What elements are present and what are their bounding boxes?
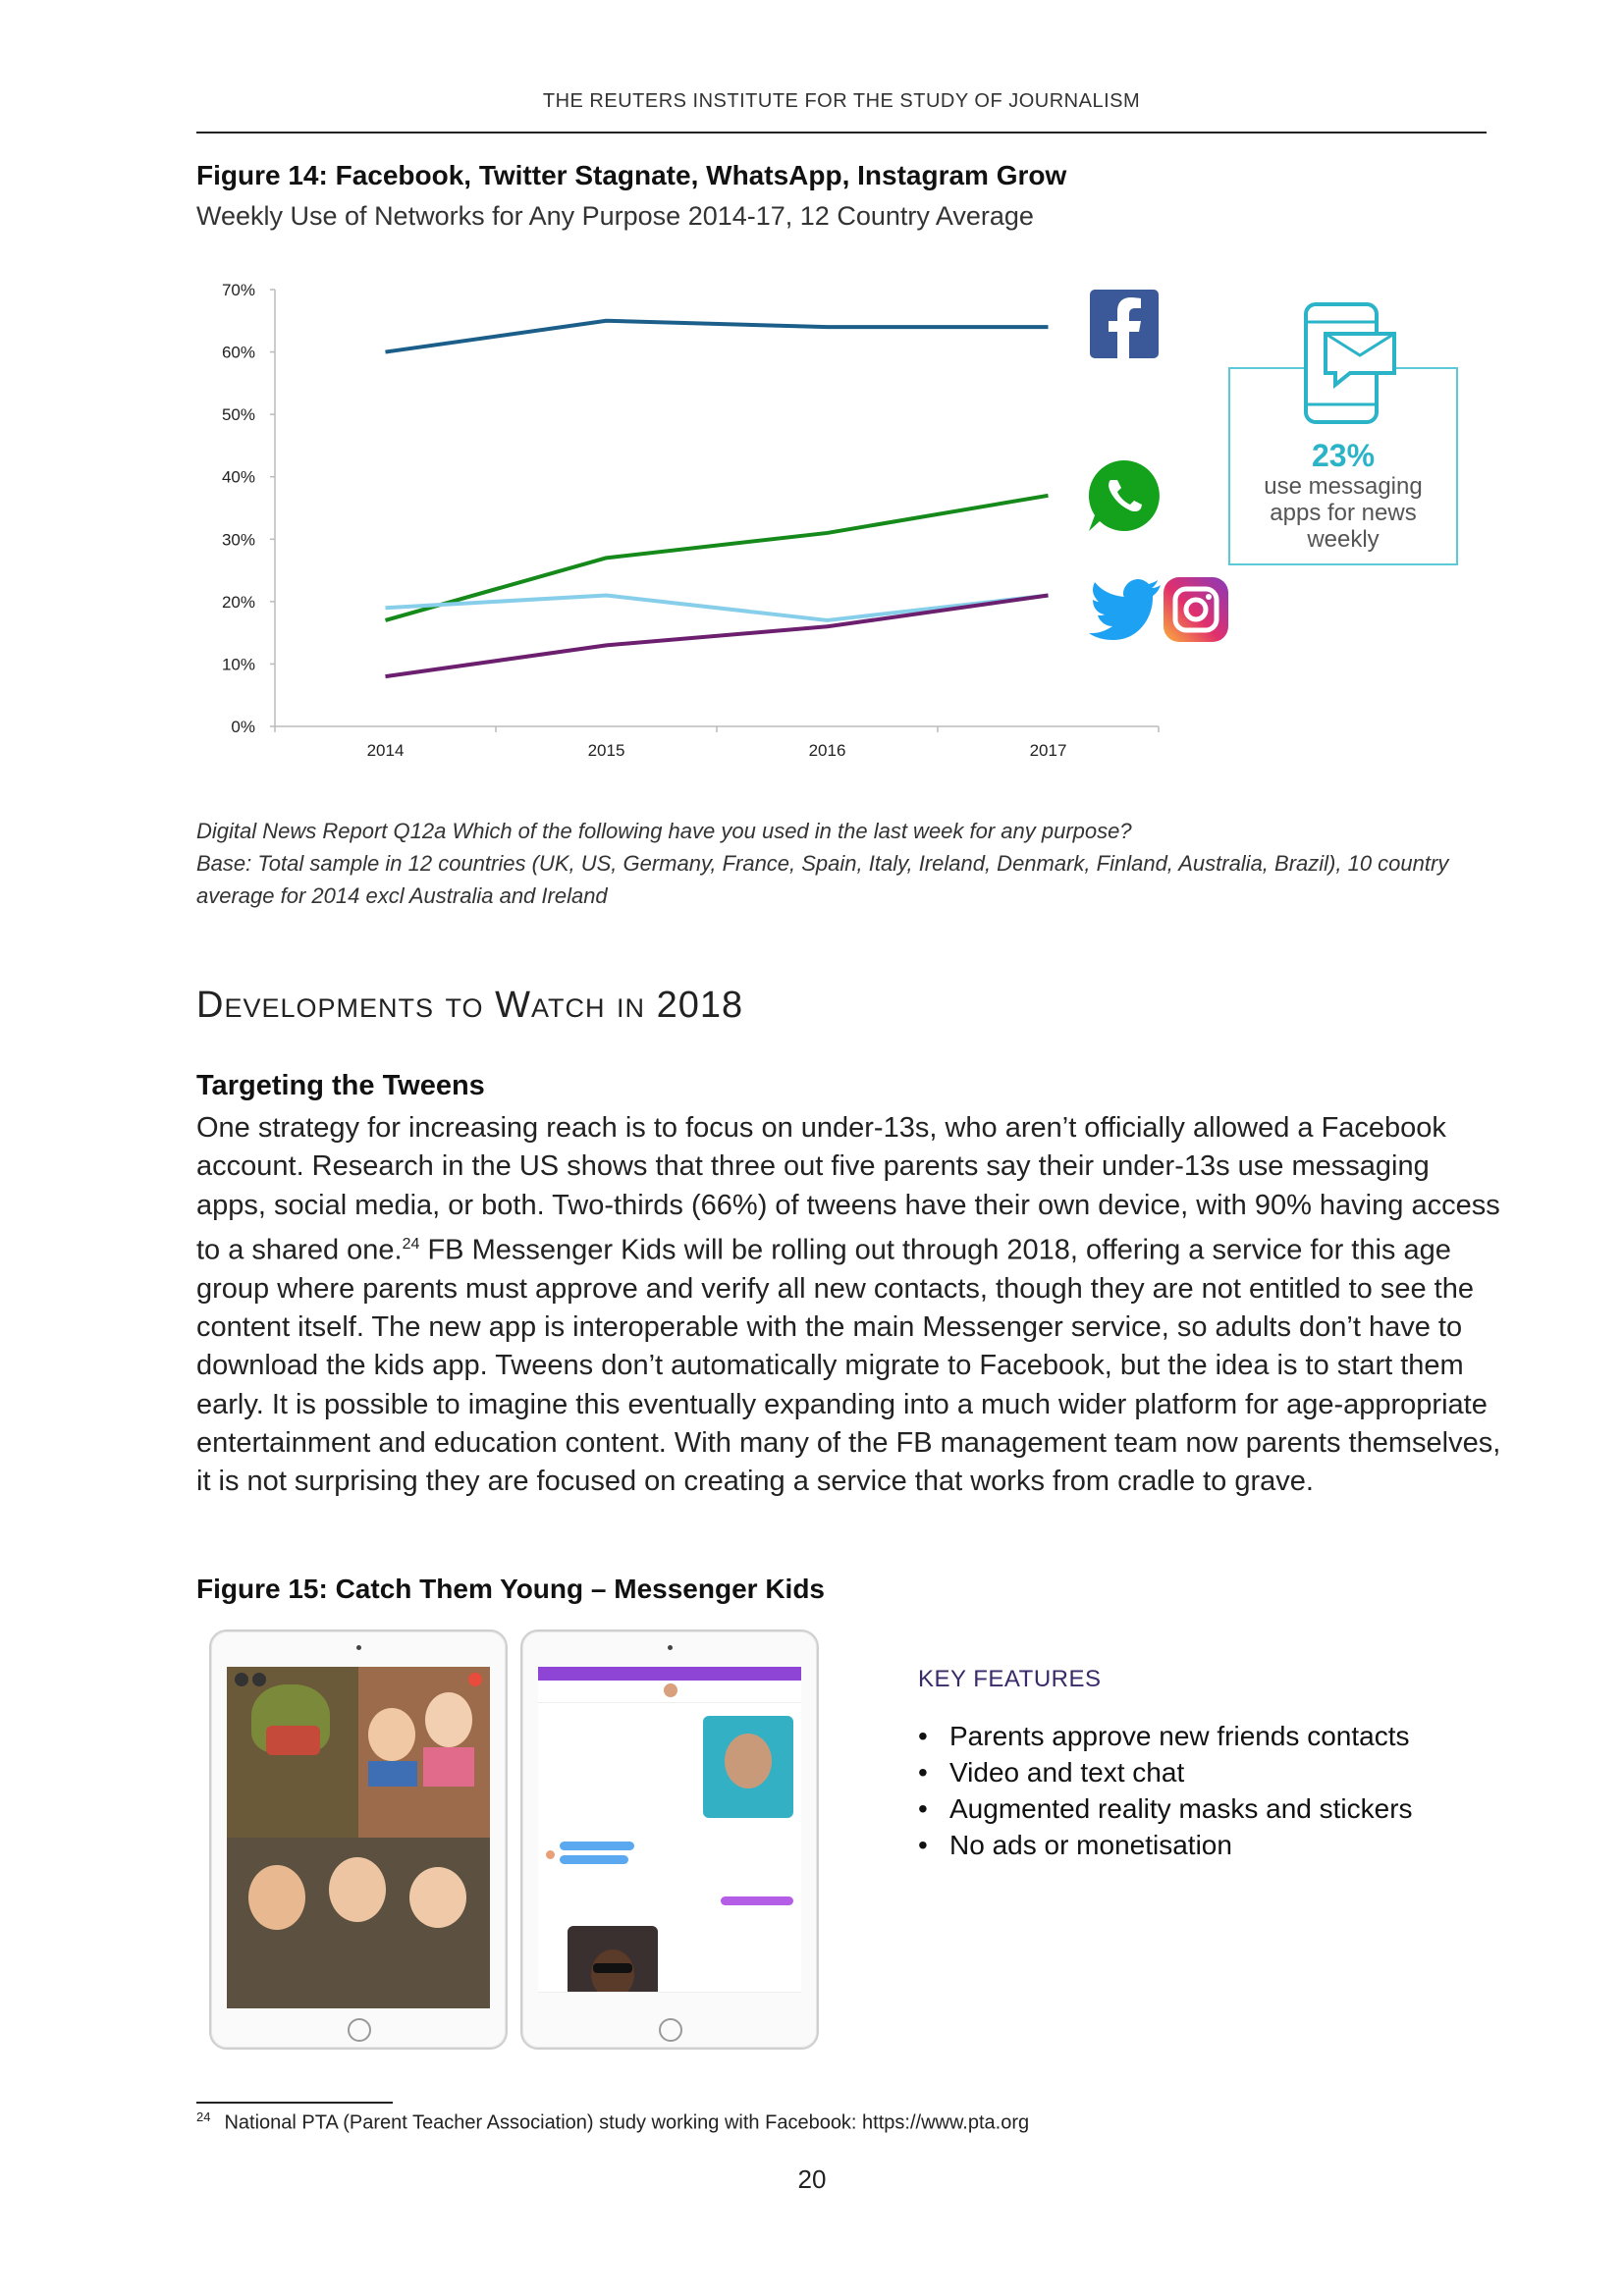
- girl-shirt: [423, 1747, 474, 1787]
- boy-shirt: [368, 1761, 417, 1787]
- grandpa-face: [329, 1857, 386, 1922]
- y-tick-label: 0%: [231, 718, 255, 736]
- girl-face: [425, 1692, 472, 1747]
- y-tick-label: 20%: [221, 592, 255, 612]
- chart-axes: [222, 281, 1159, 760]
- footnote: [196, 2109, 1029, 2135]
- figure14-subtitle: Weekly Use of Networks for Any Purpose 2014-17, 12 Country Average: [196, 201, 1034, 231]
- chat-composer-bar: [538, 1992, 801, 2008]
- video-call-screen: [227, 1667, 490, 2008]
- tablet-camera: [356, 1645, 361, 1650]
- figure14-title: Figure 14: Facebook, Twitter Stagnate, WhatsApp, Instagram Grow: [196, 160, 1067, 190]
- chat-screen: [538, 1667, 801, 2008]
- sticker-sunglasses: [593, 1963, 632, 1973]
- body-paragraph: [196, 1109, 1502, 1502]
- figure14-notes: [196, 815, 1502, 912]
- x-tick-label: 2015: [587, 741, 625, 760]
- dino-mask-tile: [227, 1667, 358, 1838]
- facebook-icon: [1090, 290, 1159, 358]
- running-header: THE REUTERS INSTITUTE FOR THE STUDY OF JOURNALISM: [542, 90, 1141, 112]
- series-line-facebook: [386, 321, 1049, 352]
- tablet-video-call-image: [209, 1629, 508, 2050]
- tablet-chat-image: [520, 1629, 819, 2050]
- key-feature-item: • Augmented reality masks and stickers: [918, 1790, 1413, 1827]
- x-tick-label: 2017: [1029, 741, 1067, 760]
- footnote-reference[interactable]: 24: [402, 1235, 420, 1253]
- grandma-face: [409, 1867, 466, 1928]
- chat-bubble-received: [560, 1855, 628, 1864]
- x-tick-label: 2016: [808, 741, 846, 760]
- figure15-title: Figure 15: Catch Them Young – Messenger Kids: [196, 1574, 825, 1604]
- camera-switch-icon[interactable]: [235, 1673, 248, 1686]
- tablet-home-button: [659, 2018, 682, 2042]
- callout-line3: weekly: [1307, 526, 1380, 553]
- figure14-chart: [196, 265, 1492, 775]
- shared-photo-girl: [703, 1716, 793, 1818]
- key-features-list: [918, 1718, 1413, 1863]
- y-tick-label: 60%: [221, 343, 255, 362]
- boy-face: [368, 1708, 415, 1761]
- key-feature-item: • No ads or monetisation: [918, 1827, 1413, 1863]
- chart-series: [386, 321, 1049, 676]
- y-tick-label: 40%: [221, 467, 255, 487]
- footnote-text: National PTA (Parent Teacher Association) study working with Facebook: https://www.pta.org: [224, 2111, 1030, 2134]
- key-feature-item: • Video and text chat: [918, 1754, 1413, 1790]
- figure14-note-question: Digital News Report Q12a Which of the following have you used in the last week for any purpose?: [196, 819, 1132, 843]
- figure14-note-base: Base: Total sample in 12 countries (UK, US, Germany, France, Spain, Italy, Ireland, Denmark, Finland, Australia, Brazil), 10 country average for 2014 excl Australia and Ireland: [196, 851, 1449, 908]
- man-face: [248, 1865, 305, 1930]
- callout-line2: apps for news: [1270, 500, 1417, 526]
- body-text-part1: One strategy for increasing reach is to focus on under-13s, who aren’t officially allowed a Facebook account. Research in the US shows that three out five parents say their under-13s use messaging apps, social media, or both. Two-thirds (66%) of tweens have their own device, with 90% having access to a shared one.: [196, 1112, 1500, 1266]
- grandparents-tile: [227, 1838, 490, 2008]
- callout-line1: use messaging: [1264, 473, 1423, 500]
- body-text-part2: FB Messenger Kids will be rolling out through 2018, offering a service for this age group where parents must approve and verify all new contacts, though they are not entitled to see the content itself. The new app is interoperable with the main Messenger service, so adults don’t have to download the kids app. Tweens don’t automatically migrate to Facebook, but the idea is to start them early. It is possible to imagine this eventually expanding into a much wider platform for age-appropriate entertainment and education content. With many of the FB management team now parents themselves, it is not surprising they are focused on creating a service that works from cradle to grave.: [196, 1234, 1501, 1498]
- callout-percentage: 23%: [1311, 438, 1376, 473]
- y-tick-label: 10%: [221, 655, 255, 674]
- key-features-title: KEY FEATURES: [918, 1666, 1102, 1692]
- footnote-rule: [196, 2102, 393, 2104]
- info-icon[interactable]: [252, 1673, 266, 1686]
- chat-header: [538, 1681, 801, 1703]
- contact-avatar: [664, 1683, 677, 1697]
- messaging-callout: [1229, 304, 1457, 564]
- tablet-home-button: [348, 2018, 371, 2042]
- end-call-icon[interactable]: [468, 1673, 482, 1686]
- y-tick-label: 70%: [221, 281, 255, 299]
- section-heading: Developments to Watch in 2018: [196, 985, 744, 1026]
- sender-avatar: [546, 1850, 555, 1859]
- chat-bubble-received: [560, 1842, 634, 1850]
- chat-status-bar: [538, 1667, 801, 1681]
- y-tick-label: 50%: [221, 405, 255, 425]
- key-feature-item: • Parents approve new friends contacts: [918, 1718, 1413, 1754]
- whatsapp-icon: [1089, 460, 1160, 531]
- tablet-camera: [668, 1645, 673, 1650]
- footnote-number: 24: [196, 2109, 211, 2124]
- header-rule: [196, 132, 1487, 133]
- section-subheading: Targeting the Tweens: [196, 1070, 485, 1101]
- chat-bubble-sent: [721, 1896, 793, 1905]
- girl-photo-face: [725, 1734, 772, 1789]
- twitter-icon: [1089, 579, 1161, 640]
- x-tick-label: 2014: [366, 741, 405, 760]
- instagram-icon: [1164, 577, 1228, 642]
- page-number: 20: [797, 2164, 827, 2194]
- kids-tile: [358, 1667, 490, 1838]
- y-tick-label: 30%: [221, 530, 255, 550]
- dinosaur-mouth: [266, 1726, 320, 1755]
